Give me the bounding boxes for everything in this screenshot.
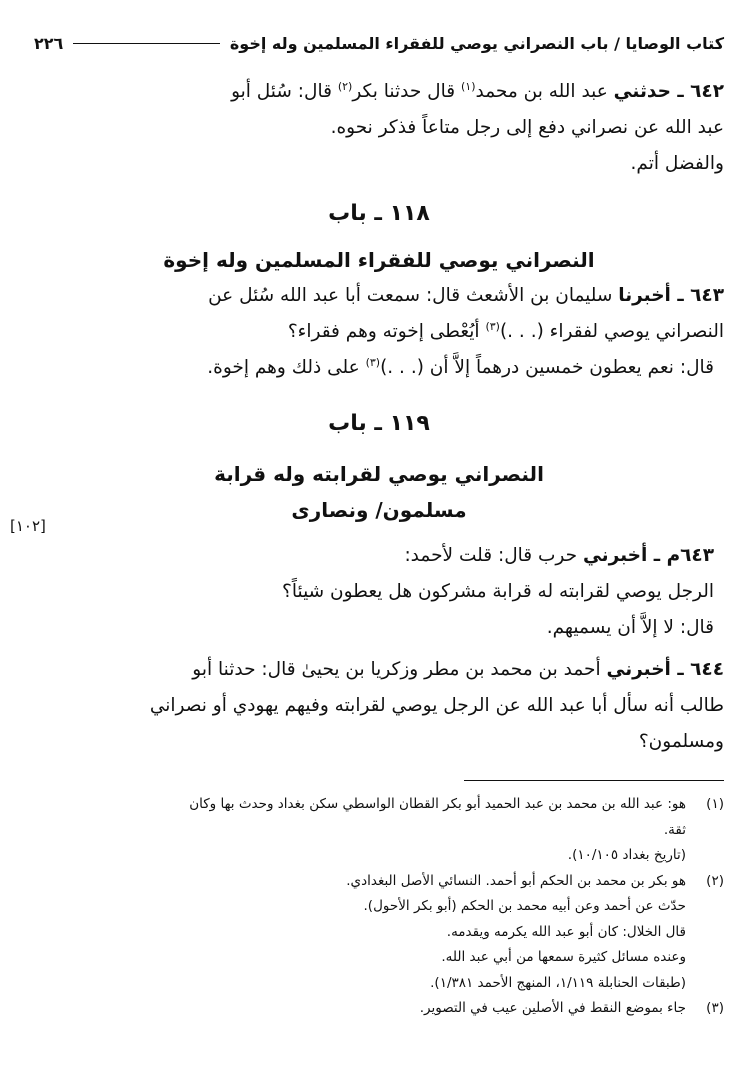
chapter-118-heading: ١١٨ ـ باب [328, 201, 430, 226]
footnote-rule [464, 780, 724, 781]
entry-643-line2: النصراني يوصي لفقراء (. . .)$^{(٣)}$ أيُعْطى إخوته وهم فقراء؟ [287, 319, 724, 342]
entry-number: ٦٤٤ ـ [670, 659, 724, 680]
footnote-mark: (٣) [706, 1000, 724, 1016]
entry-644: ٦٤٤ ـ أخبرني أحمد بن محمد بن مطر وزكريا بن يحيىٰ قال: حدثنا أبو [192, 659, 724, 680]
entry-642: ٦٤٢ ـ حدثني عبد الله بن محمد$^{(١)}$ قال حدثنا بكر$^{(٢)}$ قال: سُئل أبو [231, 79, 724, 102]
entry-643m: ٦٤٣م ـ أخبرني حرب قال: قلت لأحمد: [404, 545, 714, 566]
entry-644-line2: طالب أنه سأل أبا عبد الله عن الرجل يوصي لقرابته وفيهم يهودي أو نصراني [149, 695, 724, 716]
footnote-ref: (١) [460, 79, 476, 93]
entry-number: ٦٤٣م ـ [647, 545, 714, 566]
entry-644-line3: ومسلمون؟ [638, 731, 724, 752]
header-rule [73, 43, 220, 44]
entry-number: ٦٤٢ ـ [670, 81, 724, 102]
entry-lead: أخبرني [582, 545, 648, 566]
entry-lead: حدثني [613, 81, 671, 102]
entry-643: ٦٤٣ ـ أخبرنا سليمان بن الأشعث قال: سمعت أبا عبد الله سُئل عن [208, 285, 724, 306]
entry-643-line3: قال: نعم يعطون خمسين درهماً إلاَّ أن (. . .)$^{(٣)}$ على ذلك وهم إخوة. [207, 355, 714, 378]
running-title: كتاب الوصايا / باب النصراني يوصي للفقراء المسلمين وله إخوة [229, 33, 724, 53]
footnote-ref: (٣) [365, 355, 381, 369]
page-number: ٢٢٦ [34, 33, 64, 53]
chapter-119-heading: ١١٩ ـ باب [328, 411, 430, 436]
book-page [10, 0, 724, 1089]
chapter-118-title: النصراني يوصي للفقراء المسلمين وله إخوة [163, 248, 595, 272]
main-text [10, 74, 724, 760]
footnote-1: (١) هو: عبد الله بن محمد بن عبد الحميد أبو بكر القطان الواسطي سكن بغداد وحدث بها وكان ثقة. (تاريخ بغداد ١٠/١٠٥). [34, 792, 724, 869]
entry-number: ٦٤٣ ـ [670, 285, 724, 306]
chapter-119-title-line1: النصراني يوصي لقرابته وله قرابة [214, 462, 544, 486]
footnote-ref: (٢) [337, 79, 353, 93]
entry-642-line2: عبد الله عن نصراني دفع إلى رجل متاعاً فذكر نحوه. [330, 117, 724, 138]
margin-page-ref: [١٠٢] [10, 517, 46, 535]
entry-643m-line2: الرجل يوصي لقرابته له قرابة مشركون هل يعطون شيئاً؟ [282, 581, 714, 602]
footnote-3: (٣) جاء بموضع النقط في الأصلين عيب في التصوير. [34, 996, 724, 1022]
footnotes [34, 792, 724, 1022]
chapter-119-title-line2: مسلمون/ ونصارى [291, 498, 467, 522]
entry-lead: أخبرني [606, 659, 671, 680]
footnote-mark: (٢) [706, 872, 724, 889]
footnote-2: (٢) هو بكر بن محمد بن الحكم أبو أحمد. النسائي الأصل البغدادي. حدّث عن أحمد وعن أبيه محمد بن الحكم (أبو بكر الأحول). قال الخلال: كان أبو عبد الله يكرمه ويقدمه. وعنده مسائل كثيرة سمعها من أبي عبد الله. (طبقات الحنابلة ١/١١٩، المنهج الأحمد ١/٣٨١). [34, 869, 724, 997]
running-header [34, 28, 724, 58]
footnote-ref: (٣) [485, 319, 500, 333]
entry-642-line3: والفضل أتم. [630, 153, 724, 174]
entry-lead: أخبرنا [618, 285, 671, 306]
entry-643m-line3: قال: لا إلاَّ أن يسميهم. [546, 617, 714, 638]
footnote-mark: (١) [706, 796, 724, 812]
